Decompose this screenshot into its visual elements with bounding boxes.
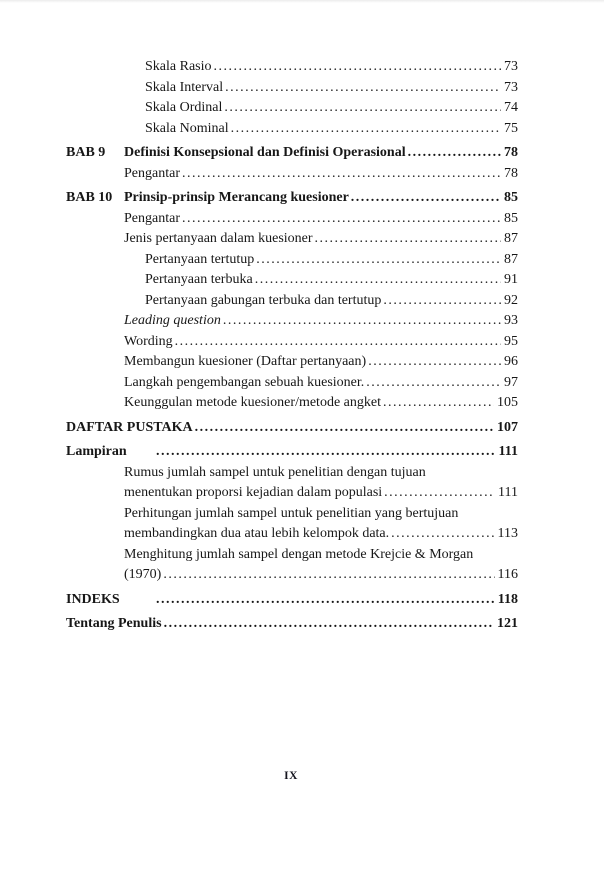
entry-title: Keunggulan metode kuesioner/metode angket — [124, 395, 381, 410]
toc-entry-line-1 — [124, 504, 518, 525]
toc-wrapped-entry-row — [66, 504, 518, 545]
toc-entry-row — [66, 332, 518, 353]
page-number: 87 — [504, 251, 518, 267]
entry-title: Tentang Penulis — [66, 616, 162, 631]
dot-leader — [255, 270, 501, 291]
toc-entry-row — [66, 229, 518, 250]
page-number: 113 — [497, 526, 518, 541]
page-number: 73 — [504, 59, 518, 74]
dot-leader — [214, 57, 502, 78]
dot-leader — [408, 143, 501, 164]
dot-leader — [182, 164, 501, 185]
entry-title: Menghitung jumlah sampel dengan metode Krejcie & Morgan — [124, 546, 474, 562]
entry-title: Prinsip-prinsip Merancang kuesioner — [124, 190, 349, 205]
page-number: 96 — [504, 354, 518, 369]
page-number: 111 — [498, 444, 518, 459]
entry-title: Langkah pengembangan sebuah kuesioner. — [124, 374, 365, 390]
page-number: 85 — [504, 190, 518, 205]
entry-title-continued: membandingkan dua atau lebih kelompok data. — [124, 526, 390, 541]
page-number: 121 — [497, 616, 518, 631]
entry-title: Lampiran — [66, 444, 127, 459]
entry-title: Membangun kuesioner (Daftar pertanyaan) — [124, 354, 367, 369]
toc-entry-row — [66, 393, 518, 414]
toc-entry-row — [66, 291, 518, 312]
chapter-number: BAB 9 — [66, 145, 106, 160]
toc-entry-row — [66, 164, 518, 185]
entry-title: Jenis pertanyaan dalam kuesioner — [124, 231, 313, 246]
page-number: 73 — [504, 79, 518, 95]
chapter-number: BAB 10 — [66, 190, 113, 205]
page-number: 111 — [498, 485, 518, 500]
page-number: 75 — [504, 120, 518, 136]
dot-leader — [225, 78, 501, 99]
entry-title: Skala Ordinal — [145, 100, 223, 115]
page-number: 97 — [504, 374, 518, 390]
dot-leader — [195, 418, 494, 439]
entry-title: INDEKS — [66, 591, 120, 607]
dot-leader — [163, 565, 494, 586]
toc-section-row — [66, 418, 518, 439]
entry-title-continued: menentukan proporsi kejadian dalam populasi — [124, 485, 383, 500]
toc-wrapped-entry-row — [66, 545, 518, 586]
toc-entry-row — [66, 119, 518, 140]
page-number: 78 — [504, 145, 518, 160]
page-number: 116 — [497, 567, 518, 582]
dot-leader — [175, 332, 501, 353]
entry-title: Pertanyaan tertutup — [145, 251, 255, 267]
dot-leader — [256, 250, 501, 271]
entry-title: Pertanyaan gabungan terbuka dan tertutup — [145, 292, 382, 308]
entry-title: Definisi Konsepsional dan Definisi Operasional — [124, 145, 406, 160]
toc-entry-row — [66, 78, 518, 99]
entry-title: Skala Nominal — [145, 120, 229, 136]
page-number: 105 — [497, 395, 518, 410]
dot-leader — [182, 209, 501, 230]
toc-entry-row — [66, 373, 518, 394]
page-number: 85 — [504, 210, 518, 226]
dot-leader — [156, 442, 496, 463]
entry-title: Leading question — [124, 313, 221, 328]
folio-page-number: IX — [284, 770, 298, 782]
toc-entry-line-2 — [124, 524, 518, 545]
dot-leader — [231, 119, 501, 140]
page-footer — [0, 770, 604, 782]
dot-leader — [384, 483, 495, 504]
toc-chapter-row — [66, 188, 518, 209]
entry-title: Rumus jumlah sampel untuk penelitian dengan tujuan — [124, 464, 426, 480]
entry-title: Perhitungan jumlah sampel untuk penelitian yang bertujuan — [124, 505, 459, 521]
entry-title: Pertanyaan terbuka — [145, 272, 253, 287]
page-number: 93 — [504, 313, 518, 328]
toc-chapter-row — [66, 143, 518, 164]
toc-entry-row — [66, 270, 518, 291]
entry-title: DAFTAR PUSTAKA — [66, 419, 193, 435]
dot-leader — [223, 311, 501, 332]
toc-entry-line-1 — [124, 463, 518, 484]
toc-entry-line-2 — [124, 565, 518, 586]
toc-wrapped-entry-row — [66, 463, 518, 504]
entry-title-continued: (1970) — [124, 567, 162, 582]
toc-section-row — [66, 442, 518, 463]
toc-section-row — [66, 614, 518, 635]
page-number: 107 — [497, 419, 518, 435]
dot-leader — [368, 352, 501, 373]
toc-entry-row — [66, 311, 518, 332]
dot-leader — [164, 614, 494, 635]
dot-leader — [224, 98, 501, 119]
table-of-contents — [66, 57, 518, 635]
dot-leader — [156, 590, 495, 611]
toc-entry-row — [66, 250, 518, 271]
page-number: 87 — [504, 231, 518, 246]
page-number: 78 — [504, 165, 518, 181]
dot-leader — [391, 524, 494, 545]
entry-title: Pengantar — [124, 165, 180, 181]
page-number: 74 — [504, 100, 518, 115]
page-number: 92 — [504, 292, 518, 308]
page-number: 118 — [497, 591, 518, 607]
dot-leader — [383, 393, 494, 414]
dot-leader — [366, 373, 501, 394]
page-number: 91 — [504, 272, 518, 287]
toc-entry-row — [66, 209, 518, 230]
page-number: 95 — [504, 333, 518, 349]
toc-entry-line-2 — [124, 483, 518, 504]
dot-leader — [351, 188, 501, 209]
dot-leader — [315, 229, 501, 250]
toc-entry-row — [66, 352, 518, 373]
toc-entry-row — [66, 98, 518, 119]
entry-title: Skala Interval — [145, 79, 224, 95]
toc-section-row — [66, 590, 518, 611]
entry-title: Pengantar — [124, 210, 180, 226]
entry-title: Skala Rasio — [145, 59, 212, 74]
entry-title: Wording — [124, 333, 173, 349]
scan-edge — [0, 0, 604, 3]
dot-leader — [383, 291, 501, 312]
toc-entry-row — [66, 57, 518, 78]
toc-entry-line-1 — [124, 545, 518, 566]
